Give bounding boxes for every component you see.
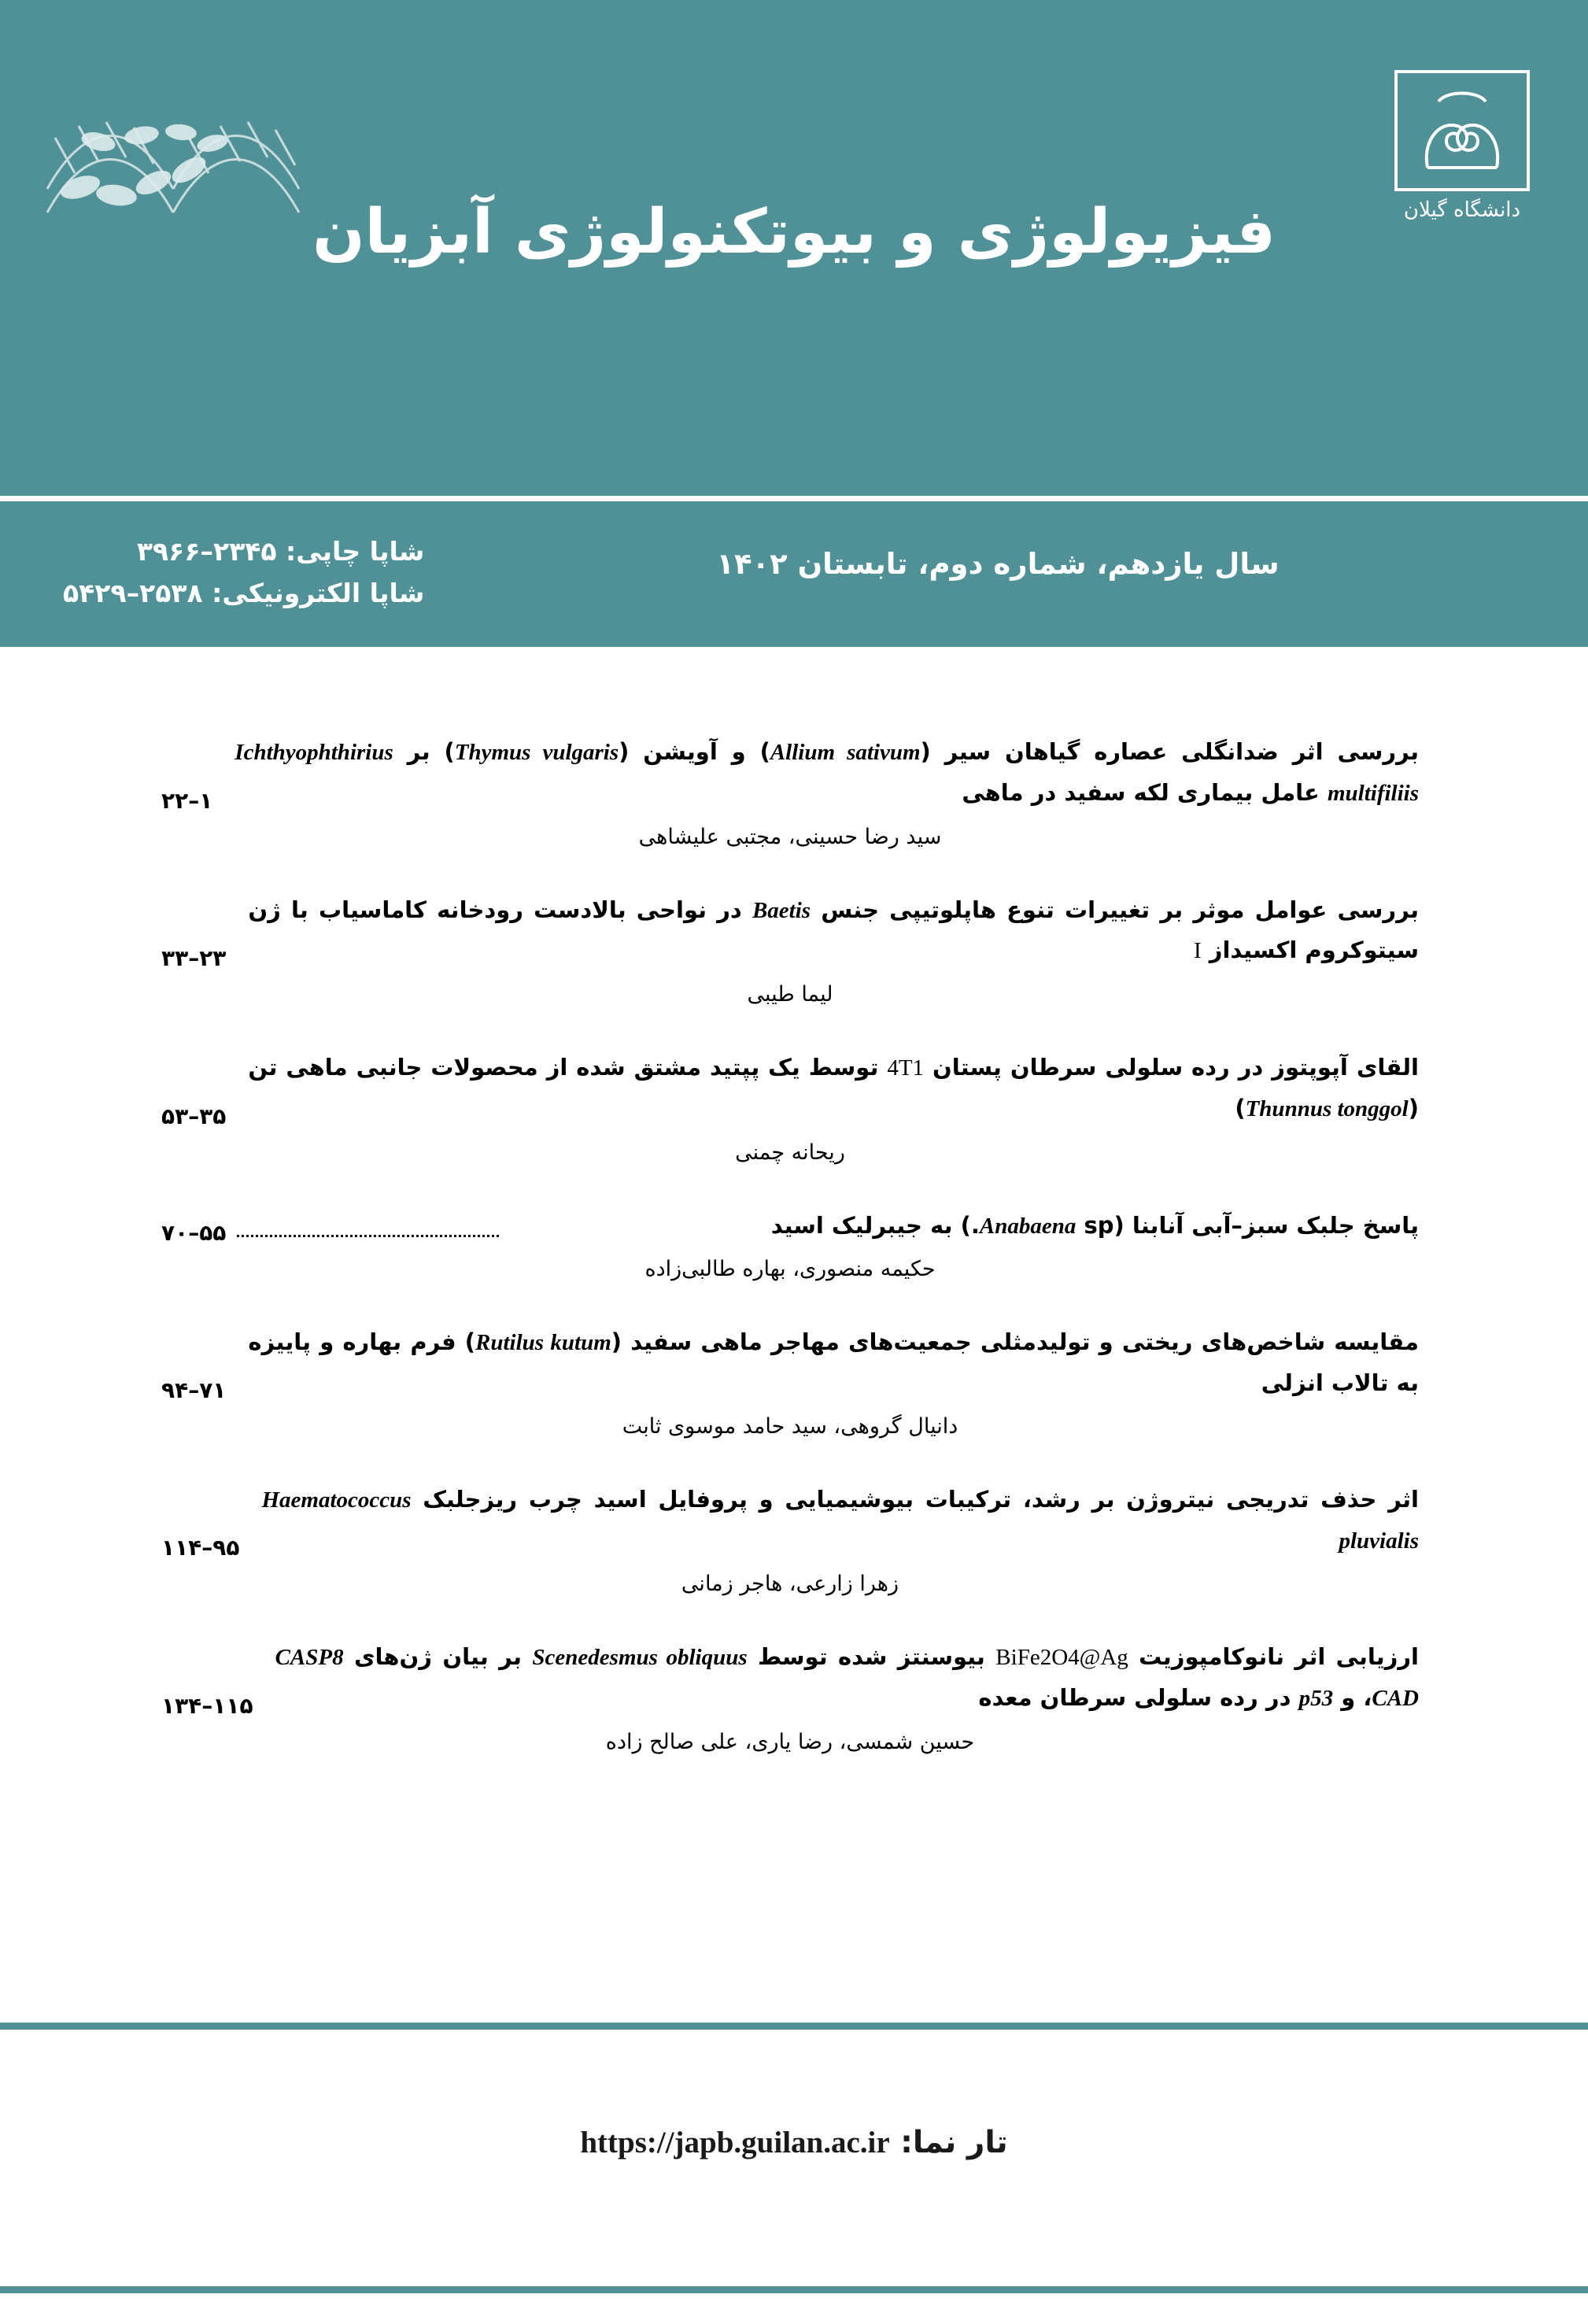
table-of-contents (0, 732, 1588, 1795)
toc-entry-title-row (161, 1322, 1419, 1403)
toc-entry-title[interactable]: القای آپوپتوز در رده سلولی سرطان پستان 4T1 توسط یک پپتید مشتق شده از محصولات جانبی ماهی تن (Thunnus tonggol) (248, 1054, 1419, 1121)
issn-online: شاپا الکترونیکی: ۲۵۳۸–۵۴۲۹ (63, 577, 425, 608)
svg-text:دانشگاه گیلان: دانشگاه گیلان (1403, 198, 1521, 222)
toc-entry-title-row (161, 1637, 1419, 1719)
toc-entry-title-row (161, 1047, 1419, 1129)
header-banner (0, 0, 1588, 496)
toc-entry-authors: حکیمه منصوری، بهاره طالبی‌زاده (644, 1257, 936, 1282)
journal-website-line (0, 2125, 1588, 2160)
journal-title: فیزیولوژی و بیوتکنولوژی آبزیان (312, 197, 1276, 268)
toc-entry-pages: ۷۱–۹۴ (161, 1376, 227, 1403)
issn-block (63, 531, 424, 615)
toc-entry-title[interactable]: اثر حذف تدریجی نیتروژن بر رشد، ترکیبات بیوشیمیایی و پروفایل اسید چرب ریزجلبک Haematococcus pluvialis (261, 1485, 1419, 1554)
toc-entry-authors: لیما طیبی (747, 982, 833, 1007)
issue-line: سال یازدهم، شماره دوم، تابستان ۱۴۰۲ (716, 547, 1280, 581)
toc-entry-pages: ۲۳–۳۳ (161, 945, 227, 971)
issn-print: شاپا چاپی: ۲۳۴۵–۳۹۶۶ (136, 536, 425, 567)
footer-bottom-rule (0, 2286, 1588, 2293)
toc-entry-authors: حسین شمسی، رضا یاری، علی صالح زاده (605, 1729, 975, 1754)
toc-entry-pages: ۱–۲۲ (161, 787, 213, 814)
toc-entry-title[interactable]: بررسی اثر ضدانگلی عصاره گیاهان سیر (Allium sativum) و آویشن (Thymus vulgaris) بر Ichthyophthirius multifiliis عامل بیماری لکه سفید در ماهی (235, 738, 1419, 806)
toc-entry[interactable] (161, 1322, 1419, 1439)
toc-entry-title[interactable]: ارزیابی اثر نانوکامپوزیت BiFe2O4@Ag بیوسنتز شده توسط Scenedesmus obliquus بر بیان ژن‌های CASP8 ،CAD و p53 در رده سلولی سرطان معده (275, 1643, 1419, 1711)
toc-entry-title-row (161, 1206, 1419, 1247)
toc-entry[interactable] (161, 1206, 1419, 1282)
toc-entry-pages: ۹۵–۱۱۴ (161, 1535, 240, 1561)
toc-entry[interactable] (161, 890, 1419, 1007)
toc-entry-pages: ۵۵–۷۰ (161, 1220, 227, 1247)
toc-entry-title-row (161, 890, 1419, 972)
issue-banner (0, 496, 1588, 647)
dot-leader (237, 1217, 498, 1237)
toc-entry-pages: ۱۱۵–۱۳۴ (161, 1692, 253, 1719)
toc-entry-title[interactable]: بررسی عوامل موثر بر تغییرات تنوع هاپلوتیپی جنس Baetis در نواحی بالادست رودخانه کاماسیاب با ژن سیتوکروم اکسیداز I (248, 896, 1419, 964)
toc-entry-title[interactable]: پاسخ جلبک سبز–آبی آنابنا (Anabaena sp.) به جیبرلیک اسید (770, 1211, 1419, 1239)
toc-entry[interactable] (161, 1480, 1419, 1597)
toc-entry-authors: زهرا زارعی، هاجر زمانی (681, 1572, 899, 1597)
toc-entry-title-row (161, 1480, 1419, 1561)
toc-entry-title[interactable]: مقایسه شاخص‌های ریختی و تولیدمثلی جمعیت‌های مهاجر ماهی سفید (Rutilus kutum) فرم بهاره و پاییزه به تالاب انزلی (248, 1328, 1419, 1396)
toc-entry-title-row (161, 732, 1419, 814)
website-label: تار نما: (900, 2125, 1008, 2160)
toc-entry[interactable] (161, 1637, 1419, 1754)
website-url[interactable]: https://japb.guilan.ac.ir (580, 2126, 890, 2160)
toc-entry-authors: دانیال گروهی، سید حامد موسوی ثابت (622, 1413, 958, 1439)
toc-entry-authors: ریحانه چمنی (735, 1140, 845, 1165)
toc-entry-pages: ۳۵–۵۳ (161, 1103, 227, 1129)
toc-entry[interactable] (161, 732, 1419, 849)
toc-entry-authors: سید رضا حسینی، مجتبی علیشاهی (638, 824, 942, 849)
toc-entry[interactable] (161, 1047, 1419, 1165)
footer-top-rule (0, 2023, 1588, 2030)
